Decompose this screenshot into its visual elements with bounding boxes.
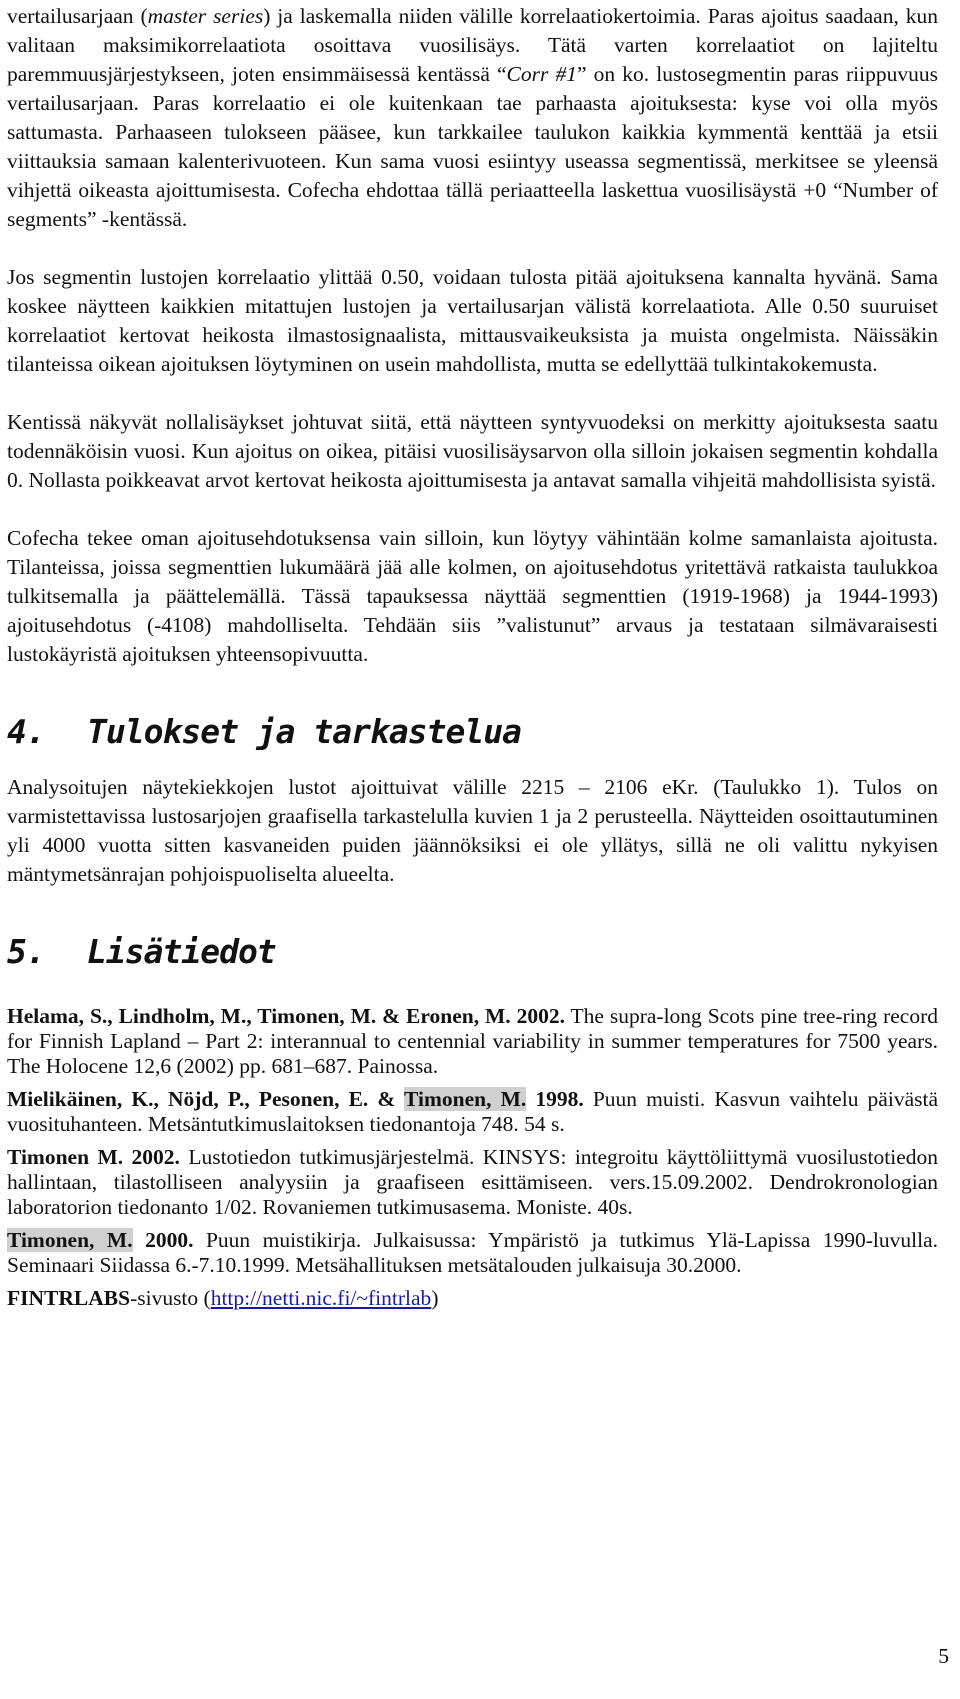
reference-authors: Helama, S., Lindholm, M., Timonen, M. & Eronen, M. 2002. — [7, 1004, 565, 1028]
fintrlab-link[interactable]: http://netti.nic.fi/~fintrlab — [210, 1286, 432, 1310]
section-number: 4. — [7, 712, 45, 751]
p1-text-a: vertailusarjaan ( — [7, 4, 148, 28]
reference-year: 1998. — [526, 1087, 584, 1111]
reference-authors — [7, 1087, 584, 1111]
highlighted-author: Timonen, M. — [7, 1228, 133, 1252]
reference-year: 2000. — [132, 1228, 194, 1252]
reference-mielikainen-1998 — [7, 1087, 938, 1137]
paragraph-correlation-threshold: Jos segmentin lustojen korrelaatio ylittää 0.50, voidaan tulosta pitää ajoituksena kannalta hyvänä. Sama koskee näytteen kaikkien mitattujen lustojen ja vertailusarjan välistä korrelaatiota. Alle 0.50 suuruiset korrelaatiot kertovat heikosta ilmastosignaalista, mittausvaikeuksista ja muista ongelmista. Näissäkin tilanteissa oikean ajoituksen löytyminen on usein mahdollista, mutta se edellyttää tulkintakokemusta. — [7, 265, 938, 376]
reference-text: Lustotiedon tutkimusjärjestelmä. KINSYS: integroitu käyttöliittymä vuosilustotiedon hallintaan, tilastolliseen analyysiin ja graafiseen esittämiseen. vers.15.09.2002. Dendrokronologian laboratorion tiedonanto 1/02. Rovaniemen tutkimusasema. Moniste. 40s. — [7, 1145, 938, 1219]
reference-authors: Timonen M. 2002. — [7, 1145, 180, 1169]
document-page — [0, 2, 960, 1699]
reference-text: The supra-long Scots pine tree-ring record for Finnish Lapland – Part 2: interannual to centennial variability in summer temperatures for 7500 years. The Holocene 12,6 (2002) pp. 681–687. Painossa. — [7, 1004, 938, 1078]
reference-timonen-2000 — [7, 1228, 938, 1278]
reference-timonen-2002 — [7, 1145, 938, 1220]
reference-fintrlabs-site — [7, 1286, 938, 1311]
paragraph-cofecha-correlation — [7, 2, 938, 234]
section-number: 5. — [7, 932, 45, 971]
reference-text: Puun muisti. Kasvun vaihtelu päivästä vuosituhanteen. Metsäntutkimuslaitoksen tiedonantoja 748. 54 s. — [7, 1087, 938, 1136]
p1-italic-master-series: master series — [147, 4, 264, 28]
section-title: Tulokset ja tarkastelua — [87, 712, 521, 751]
p1-italic-corr: Corr #1 — [506, 62, 577, 86]
reference-authors-part: Mielikäinen, K., Nöjd, P., Pesonen, E. & — [7, 1087, 405, 1111]
reference-authors — [7, 1228, 193, 1252]
p1-text-c: ” on ko. lustosegmentin paras riippuvuus vertailusarjaan. Paras korrelaatio ei ole kuitenkaan tae parhaasta ajoituksesta: kyse voi olla myös sattumasta. Parhaaseen tulokseen pääsee, kun tarkkailee taulukon kaikkia kymmentä kenttää ja etsii viittauksia samaan kalenterivuoteen. Kun sama vuosi esiintyy useassa segmentissä, merkitsee se yleensä vihjettä oikeasta ajoittumisesta. Cofecha ehdottaa tällä periaatteella laskettua vuosilisäystä +0 “Number of segments” -kentässä. — [7, 62, 938, 231]
reference-helama-2002 — [7, 1004, 938, 1079]
paragraph-dating-suggestion: Cofecha tekee oman ajoitusehdotuksensa vain silloin, kun löytyy vähintään kolme samanlaista ajoitusta. Tilanteissa, joissa segmenttien lukumäärä jää alle kolmen, on ajoitusehdotus yritettävä ratkaista taulukkoa tulkitsemalla ja päättelemällä. Tässä tapauksessa näyttää segmenttien (1919-1968) ja 1944-1993) ajoitusehdotus (-4108) mahdolliselta. Tehdään siis ”valistunut” arvaus ja testataan silmävaraisesti lustokäyristä ajoituksen yhteensopivuutta. — [7, 526, 938, 666]
link-close-paren: ) — [431, 1286, 439, 1310]
paragraph-zero-offsets: Kentissä näkyvät nollalisäykset johtuvat siitä, että näytteen syntyvuodeksi on merkitty ajoituksesta saatu todennäköisin vuosi. Kun ajoitus on oikea, pitäisi vuosilisäysarvon olla silloin jokaisen segmentin kohdalla 0. Nollasta poikkeavat arvot kertovat heikosta ajoittumisesta ja antavat samalla vihjeitä mahdollisista syistä. — [7, 410, 938, 492]
highlighted-author: Timonen, M. — [404, 1087, 527, 1111]
page-number: 5 — [938, 1644, 949, 1668]
p1-text-b: ) ja laskemalla niiden välille korrelaatiokertoimia. Paras ajoitus saadaan, kun valitaan maksimikorrelaatiota osoittava vuosilisäys. Tätä varten korrelaatiot on lajiteltu paremmuusjärjestykseen, joten ensimmäisessä kentässä “ — [7, 4, 938, 86]
section-heading-further-info — [7, 932, 938, 972]
site-suffix: -sivusto ( — [130, 1286, 211, 1310]
site-name: FINTRLABS — [7, 1286, 131, 1310]
section-title: Lisätiedot — [87, 932, 276, 971]
section-heading-results — [7, 712, 938, 752]
paragraph-results: Analysoitujen näytekiekkojen lustot ajoittuivat välille 2215 – 2106 eKr. (Taulukko 1). Tulos on varmistettavissa lustosarjojen graafisella tarkastelulla kuvien 1 ja 2 perusteella. Näytteiden osoittautuminen yli 4000 vuotta sitten kasvaneiden puiden jäännöksiksi ei ole yllätys, sillä ne oli valittu nykyisen mäntymetsänrajan pohjoispuoliselta alueelta. — [7, 775, 938, 886]
reference-text: Puun muistikirja. Julkaisussa: Ympäristö ja tutkimus Ylä-Lapissa 1990-luvulla. Seminaari Siidassa 6.-7.10.1999. Metsähallituksen metsätalouden julkaisuja 30.2000. — [7, 1228, 938, 1277]
